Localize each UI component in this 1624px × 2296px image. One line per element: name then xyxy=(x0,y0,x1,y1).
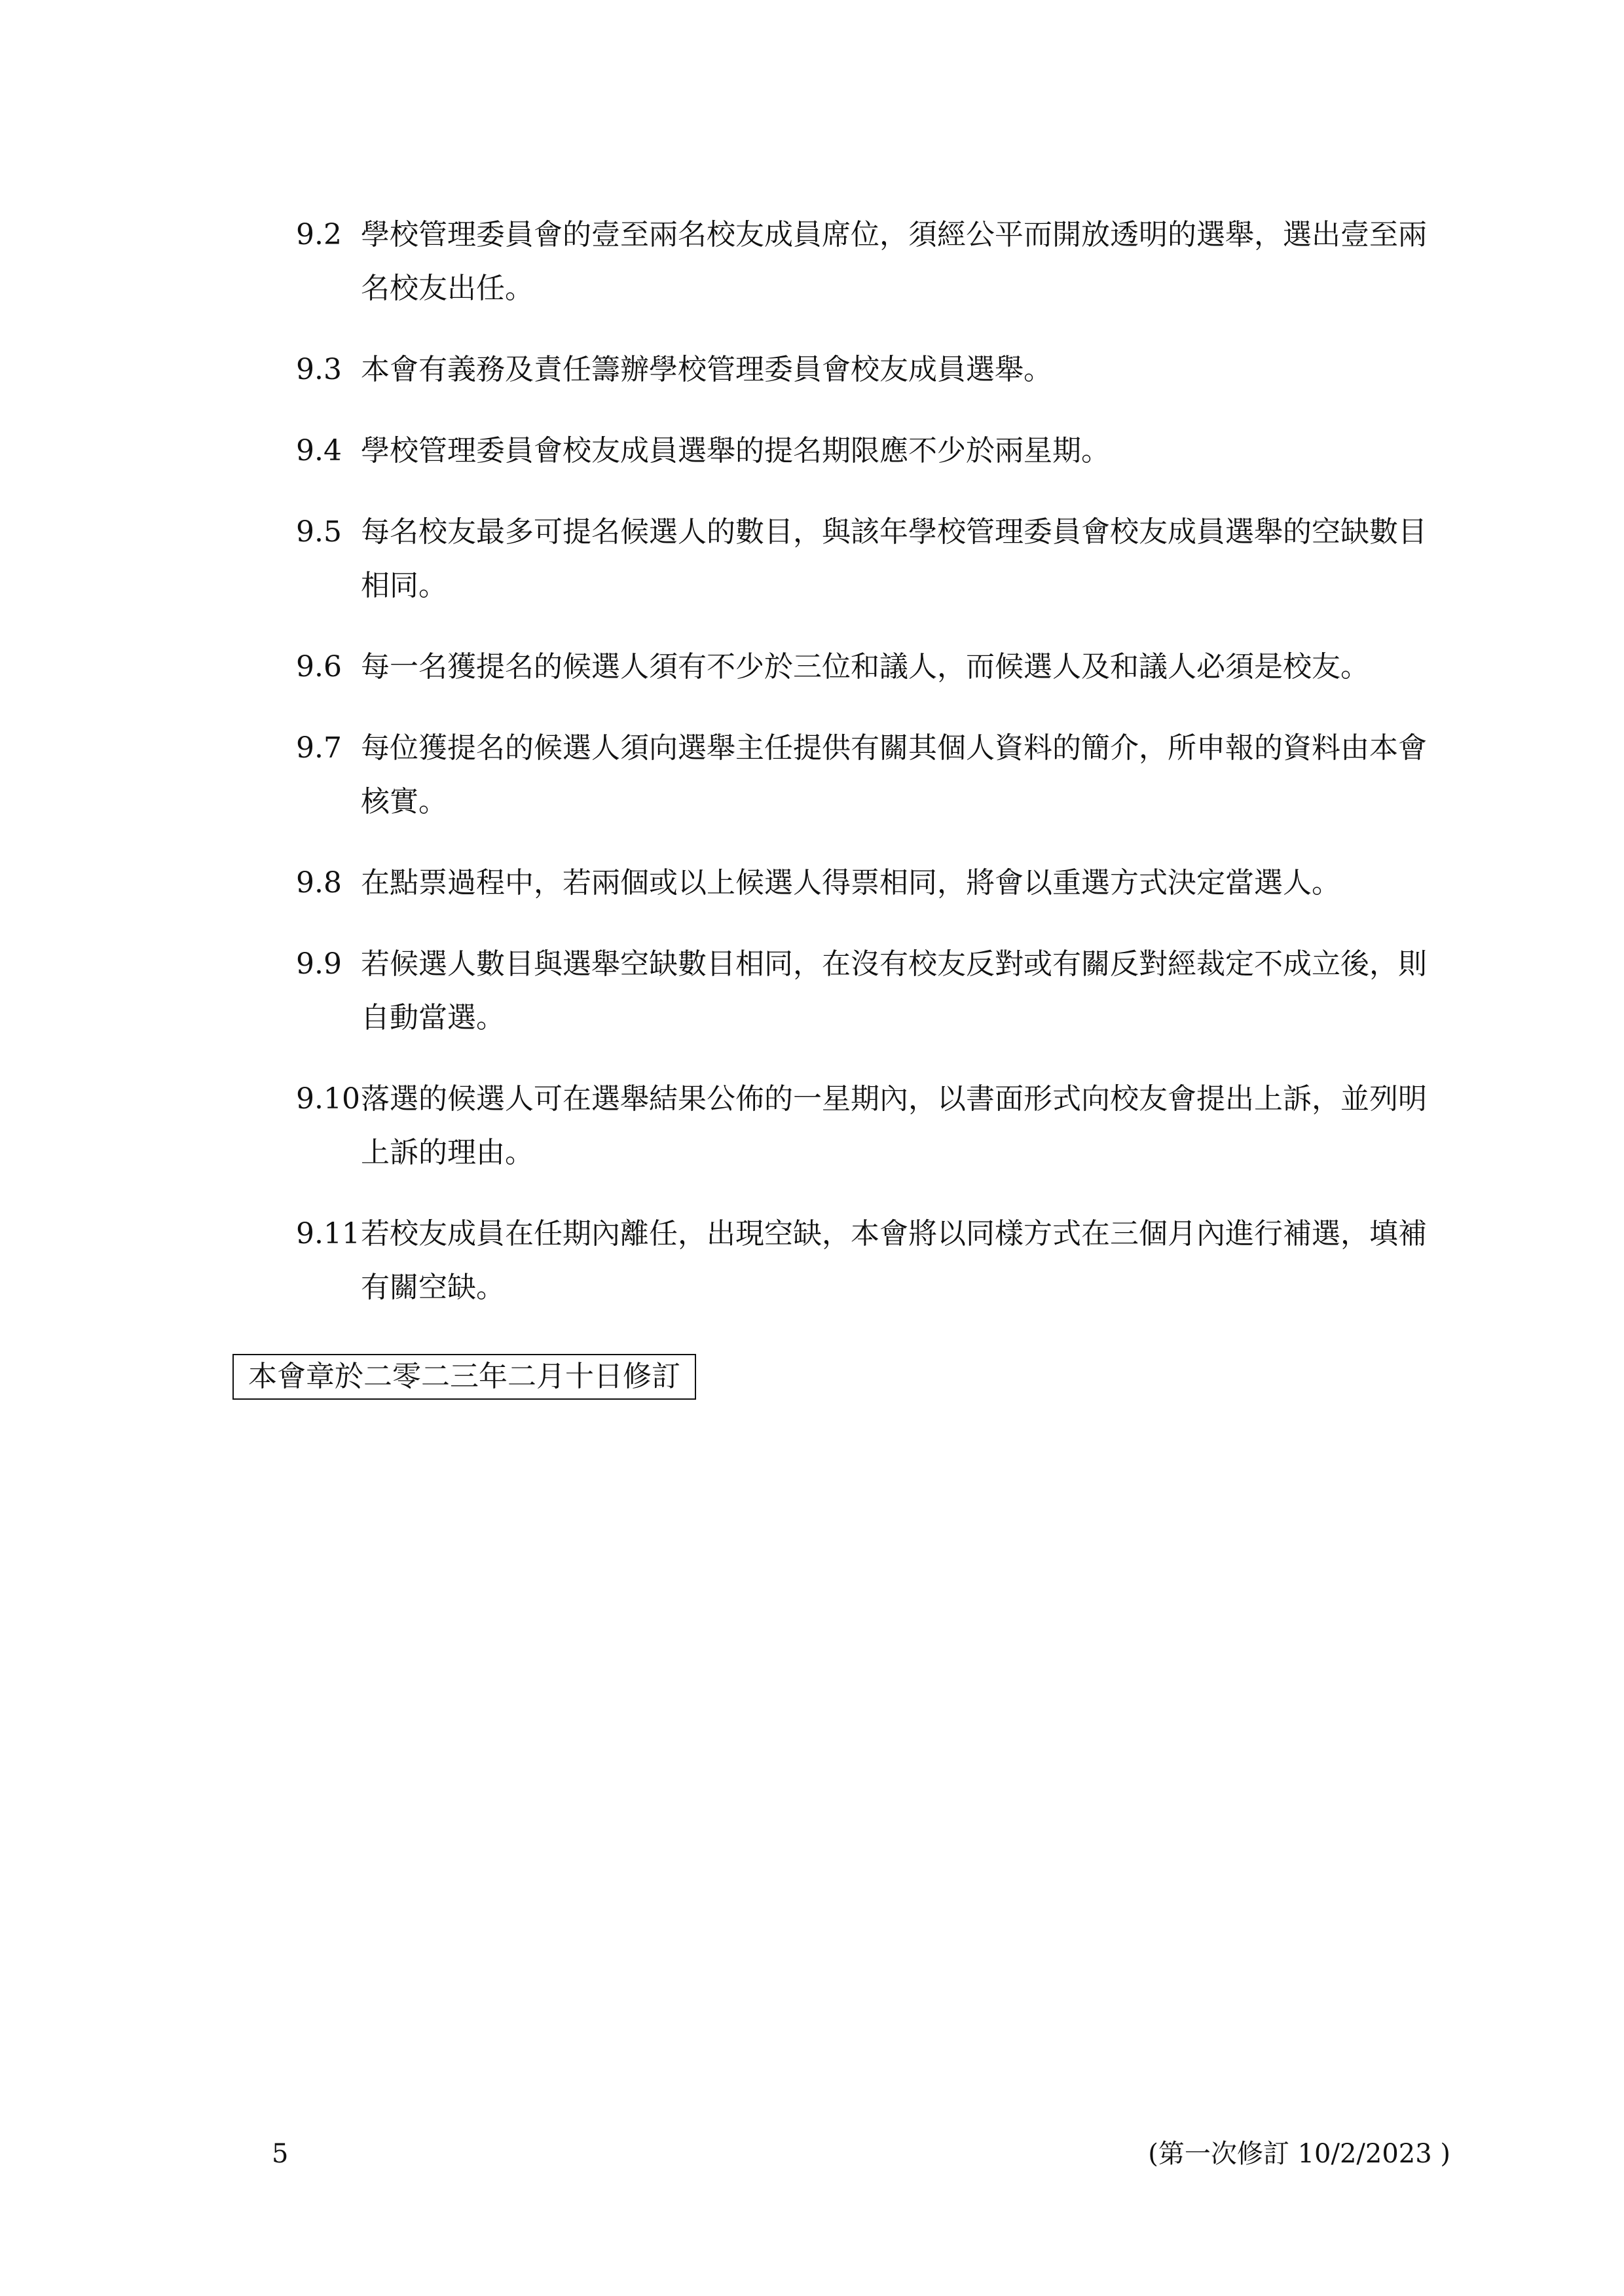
clause-number: 9.7 xyxy=(296,731,342,765)
clause-number: 9.6 xyxy=(296,650,342,683)
clause-9-9 xyxy=(296,938,1449,1045)
clause-9-11 xyxy=(296,1207,1449,1315)
clause-text: 每一名獲提名的候選人須有不少於三位和議人，而候選人及和議人必須是校友。 xyxy=(361,650,1369,683)
clause-number: 9.2 xyxy=(296,218,342,251)
clause-text: 每位獲提名的候選人須向選舉主任提供有關其個人資料的簡介，所申報的資料由本會核實。 xyxy=(361,731,1427,818)
clause-text: 若候選人數目與選舉空缺數目相同，在沒有校友反對或有關反對經裁定不成立後，則自動當選。 xyxy=(361,947,1427,1034)
clause-text: 本會有義務及責任籌辦學校管理委員會校友成員選舉。 xyxy=(361,353,1052,386)
clause-9-3 xyxy=(296,343,1449,397)
clause-text: 在點票過程中，若兩個或以上候選人得票相同，將會以重選方式決定當選人。 xyxy=(361,866,1340,900)
clause-number: 9.8 xyxy=(296,866,342,900)
clause-9-4 xyxy=(296,424,1449,478)
clause-9-2 xyxy=(296,208,1449,316)
clause-text: 若校友成員在任期內離任，出現空缺，本會將以同樣方式在三個月內進行補選，填補有關空缺。 xyxy=(361,1217,1427,1304)
clause-text: 每名校友最多可提名候選人的數目，與該年學校管理委員會校友成員選舉的空缺數目相同。 xyxy=(361,515,1427,602)
clause-9-7 xyxy=(296,721,1449,829)
clause-number: 9.11 xyxy=(296,1217,360,1250)
clause-number: 9.3 xyxy=(296,353,342,386)
clause-text: 學校管理委員會校友成員選舉的提名期限應不少於兩星期。 xyxy=(361,434,1110,467)
clause-text: 學校管理委員會的壹至兩名校友成員席位，須經公平而開放透明的選舉，選出壹至兩名校友出任。 xyxy=(361,218,1427,305)
revision-note: (第一次修訂 10/2/2023 ) xyxy=(1148,2139,1450,2169)
clause-number: 9.5 xyxy=(296,515,342,549)
clause-number: 9.10 xyxy=(296,1082,360,1116)
clause-9-6 xyxy=(296,640,1449,694)
clause-9-10 xyxy=(296,1072,1449,1180)
clause-number: 9.9 xyxy=(296,947,342,981)
clause-number: 9.4 xyxy=(296,434,342,467)
clause-9-5 xyxy=(296,505,1449,613)
clause-list xyxy=(296,208,1449,1342)
page-number: 5 xyxy=(272,2139,289,2169)
clause-text: 落選的候選人可在選舉結果公佈的一星期內，以書面形式向校友會提出上訴，並列明上訴的理由。 xyxy=(361,1082,1427,1169)
amendment-note-box: 本會章於二零二三年二月十日修訂 xyxy=(232,1354,696,1400)
clause-9-8 xyxy=(296,856,1449,910)
